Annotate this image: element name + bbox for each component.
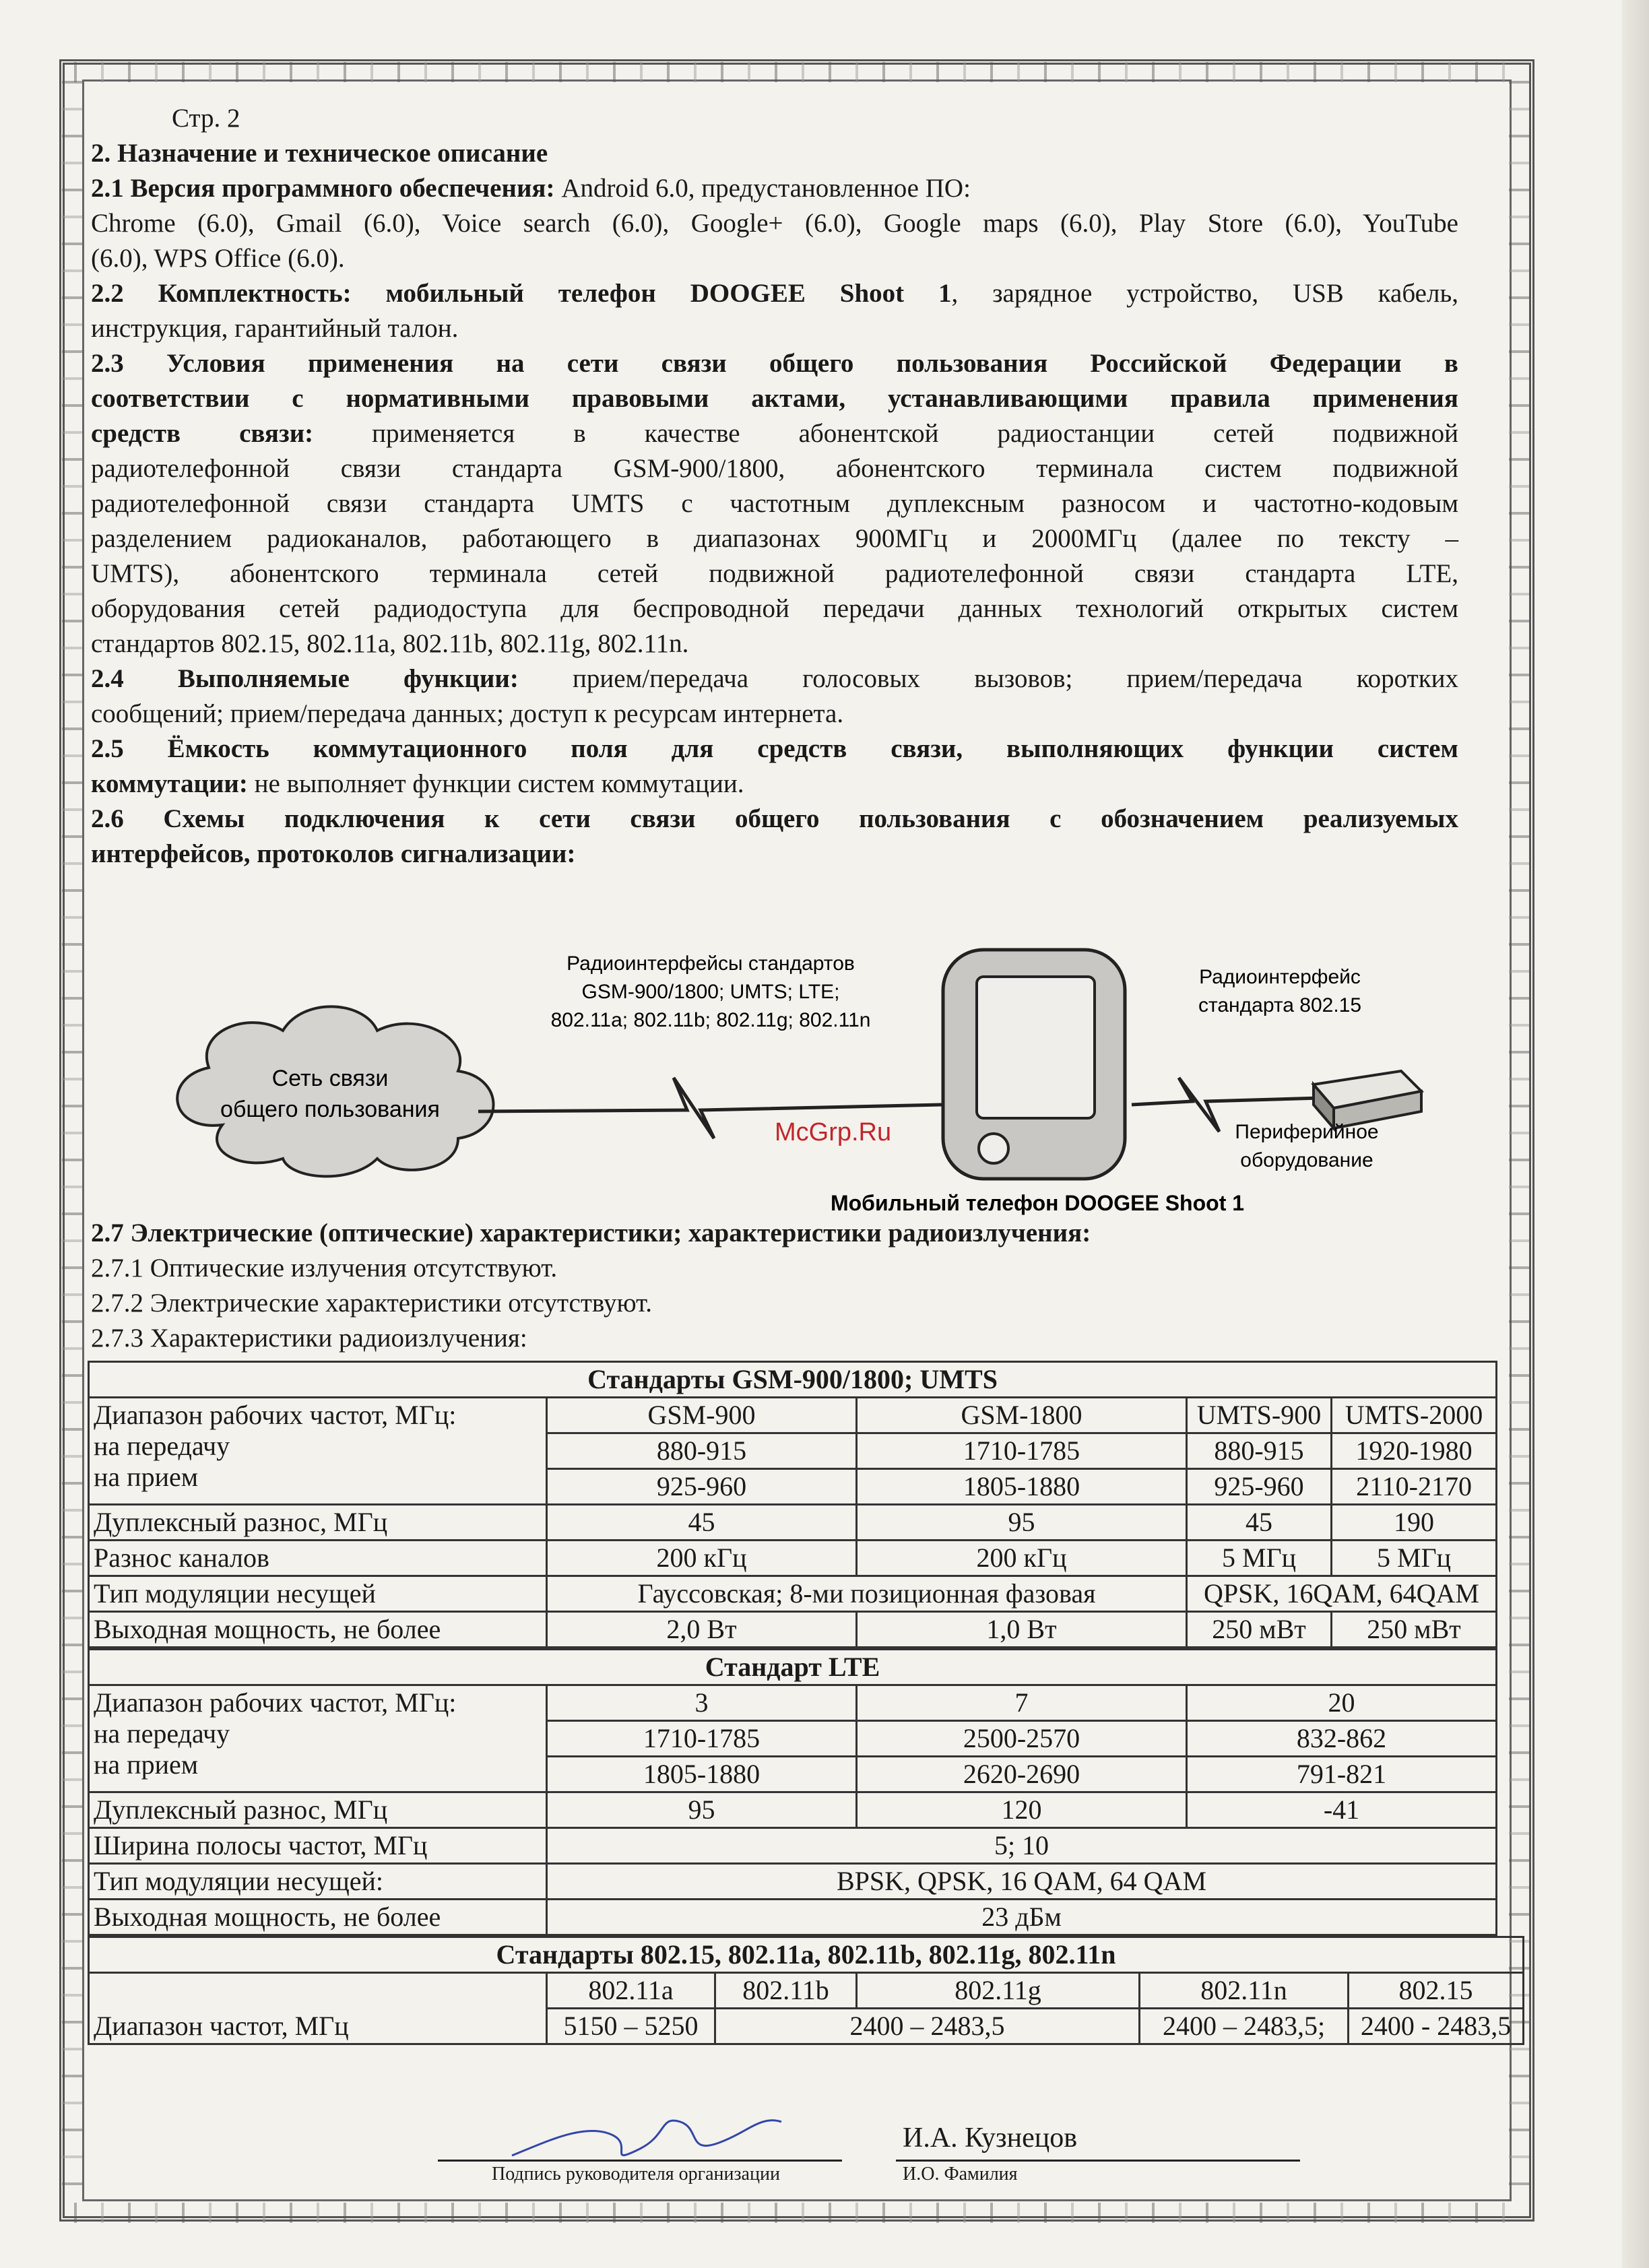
col-header: GSM-900	[547, 1398, 857, 1433]
col-header: 20	[1187, 1685, 1497, 1721]
section-2-3-line8: оборудования сетей радиодоступа для беспроводной передачи данных технологий открытых систем	[91, 594, 1458, 623]
table-cell: 1710-1785	[547, 1721, 857, 1757]
table-cell: 200 кГц	[547, 1541, 857, 1576]
table-cell: 5 МГц	[1332, 1541, 1497, 1576]
cloud-shape	[177, 1006, 493, 1176]
row-label: Тип модуляции несущей	[89, 1576, 547, 1612]
section-2-7-title: 2.7 Электрические (оптические) характеристики; характеристики радиоизлучения:	[91, 1219, 1091, 1248]
table-cell: 2,0 Вт	[547, 1612, 857, 1648]
table-cell: 880-915	[547, 1433, 857, 1469]
section-2-2	[91, 276, 1458, 311]
table-cell: 5; 10	[547, 1828, 1497, 1864]
section-2-2-label: 2.2 Комплектность: мобильный телефон DOOGEE Shoot 1	[91, 279, 952, 308]
section-title: 2. Назначение и техническое описание	[91, 139, 548, 168]
table-cell: 791-821	[1187, 1757, 1497, 1792]
table-cell: 250 мВт	[1332, 1612, 1497, 1648]
radio-characteristics-tables	[88, 1361, 1512, 2045]
table-cell: 95	[547, 1792, 857, 1828]
section-2-4-line2: сообщений; прием/передача данных; доступ к ресурсам интернета.	[91, 699, 844, 728]
cloud-label-2: общего пользования	[220, 1097, 440, 1122]
signatory-name: И.А. Кузнецов	[903, 2123, 1078, 2153]
table-cell: 95	[857, 1505, 1187, 1541]
section-2-4-text: прием/передача голосовых вызовов; прием/передача коротких	[518, 664, 1459, 693]
cloud-label-1: Сеть связи	[271, 1066, 389, 1091]
table-gsm-umts	[88, 1361, 1497, 1648]
table-cell: 250 мВт	[1187, 1612, 1332, 1648]
range-label-line-2: на передачу	[94, 1718, 230, 1749]
section-2-6-line2: интерфейсов, протоколов сигнализации:	[91, 839, 576, 868]
col-header: GSM-1800	[857, 1398, 1187, 1433]
table-cell: 5 МГц	[1187, 1541, 1332, 1576]
section-2-4	[91, 661, 1458, 696]
table-cell: 880-915	[1187, 1433, 1332, 1469]
section-2-5-line2	[91, 767, 1458, 802]
section-2-7	[91, 1216, 1458, 1356]
table-cell: 23 дБм	[547, 1900, 1497, 1935]
table-cell: Гауссовская; 8-ми позиционная фазовая	[547, 1576, 1187, 1612]
peripheral-label-2: оборудование	[1240, 1149, 1373, 1171]
section-2-1-label: 2.1 Версия программного обеспечения:	[91, 174, 555, 203]
table-cell: 1805-1880	[547, 1757, 857, 1792]
table-cell: 2400 – 2483,5;	[1140, 2009, 1349, 2044]
table-cell: BPSK, QPSK, 16 QAM, 64 QAM	[547, 1864, 1497, 1900]
col-header: UMTS-2000	[1332, 1398, 1497, 1433]
table-cell: 2110-2170	[1332, 1469, 1497, 1505]
table-cell: 2500-2570	[857, 1721, 1187, 1757]
range-label-line-3: на прием	[94, 1749, 199, 1780]
section-2-3-line5: радиотелефонной связи стандарта UMTS с частотным дуплексным разносом и частотно-кодовым	[91, 489, 1458, 518]
peripheral-device-icon	[1314, 1071, 1421, 1128]
section-2-3-line2: соответствии с нормативными правовыми актами, устанавливающими правила применения	[91, 384, 1458, 413]
col-header: 3	[547, 1685, 857, 1721]
phone-caption: Мобильный телефон DOOGEE Shoot 1	[830, 1191, 1245, 1215]
peripheral-label-1: Периферийное	[1235, 1121, 1379, 1143]
row-label: Ширина полосы частот, МГц	[89, 1828, 547, 1864]
col-header: UMTS-900	[1187, 1398, 1332, 1433]
table-cell: 190	[1332, 1505, 1497, 1541]
signature-line	[438, 2160, 842, 2162]
col-header: 802.11a	[547, 1973, 715, 2009]
table-cell: 1920-1980	[1332, 1433, 1497, 1469]
section-2-3-label: средств связи:	[91, 419, 314, 448]
signature-caption: Подпись руководителя организации	[492, 2164, 780, 2184]
section-2-5-label: коммутации:	[91, 769, 248, 798]
table-cell: QPSK, 16QAM, 64QAM	[1187, 1576, 1497, 1612]
table-cell: 2620-2690	[857, 1757, 1187, 1792]
ornament-left	[62, 81, 82, 2200]
table-cell: 1710-1785	[857, 1433, 1187, 1469]
phone-icon	[943, 950, 1125, 1179]
row-label: Диапазон частот, МГц	[89, 1973, 547, 2044]
range-label-line-3: на прием	[94, 1462, 199, 1492]
radio-label-3: 802.11a; 802.11b; 802.11g; 802.11n	[550, 1009, 871, 1031]
table-cell: 1805-1880	[857, 1469, 1187, 1505]
row-label: Тип модуляции несущей:	[89, 1864, 547, 1900]
signature-block	[438, 2122, 1314, 2203]
section-2-3-line1: 2.3 Условия применения на сети связи общего пользования Российской Федерации в	[91, 349, 1458, 378]
page-number: Стр. 2	[172, 104, 240, 133]
range-label-line-1: Диапазон рабочих частот, МГц:	[94, 1400, 457, 1430]
table-cell: 832-862	[1187, 1721, 1497, 1757]
section-2-3-line7: UMTS), абонентского терминала сетей подвижной радиотелефонной связи стандарта LTE,	[91, 559, 1458, 588]
section-2-1-line3: (6.0), WPS Office (6.0).	[91, 244, 345, 273]
section-2-7-1: 2.7.1 Оптические излучения отсутствуют.	[91, 1254, 558, 1283]
table-lte-title: Стандарт LTE	[89, 1650, 1497, 1685]
table-cell: 200 кГц	[857, 1541, 1187, 1576]
row-label: Разнос каналов	[89, 1541, 547, 1576]
table-cell: -41	[1187, 1792, 1497, 1828]
col-header: 802.11n	[1140, 1973, 1349, 2009]
name-caption: И.О. Фамилия	[903, 2164, 1018, 2184]
section-2-1-line2: Chrome (6.0), Gmail (6.0), Voice search (6.0), Google+ (6.0), Google maps (6.0), Play Store (6.0), YouTube	[91, 209, 1458, 238]
ornament-bottom	[74, 2203, 1520, 2223]
table-cell: 120	[857, 1792, 1187, 1828]
connection-diagram	[81, 936, 1455, 1219]
watermark: McGrp.Ru	[775, 1118, 892, 1146]
table-cell: 2400 – 2483,5	[715, 2009, 1140, 2044]
col-header: 802.11b	[715, 1973, 857, 2009]
page-edge	[1622, 0, 1649, 2268]
table-gsm-umts-range-label	[89, 1398, 547, 1505]
section-2-3-line9: стандартов 802.15, 802.11a, 802.11b, 802.11g, 802.11n.	[91, 629, 689, 658]
bt-label-2: стандарта 802.15	[1198, 994, 1362, 1016]
table-wifi-bt	[88, 1936, 1524, 2045]
row-label: Выходная мощность, не более	[89, 1612, 547, 1648]
section-2-5-text: не выполняет функции систем коммутации.	[247, 769, 744, 798]
section-2-2-text: , зарядное устройство, USB кабель,	[951, 279, 1458, 308]
table-gsm-umts-title: Стандарты GSM-900/1800; UMTS	[89, 1362, 1497, 1398]
ornament-top	[74, 62, 1520, 82]
section-2-7-2: 2.7.2 Электрические характеристики отсутствуют.	[91, 1289, 652, 1318]
col-header: 802.11g	[857, 1973, 1140, 2009]
table-lte	[88, 1648, 1497, 1936]
range-label-line-1: Диапазон рабочих частот, МГц:	[94, 1687, 457, 1718]
section-2-6-line1: 2.6 Схемы подключения к сети связи общего пользования с обозначением реализуемых	[91, 804, 1458, 833]
section-2-5-line1: 2.5 Ёмкость коммутационного поля для средств связи, выполняющих функции систем	[91, 734, 1458, 763]
name-line	[896, 2160, 1300, 2162]
section-2-3-line6: разделением радиоканалов, работающего в диапазонах 900МГц и 2000МГц (далее по тексту –	[91, 524, 1458, 553]
section-2-3-line4: радиотелефонной связи стандарта GSM-900/1800, абонентского терминала систем подвижной	[91, 454, 1458, 483]
bt-label-1: Радиоинтерфейс	[1199, 966, 1361, 988]
section-2-1-text: Android 6.0, предустановленное ПО:	[554, 174, 971, 203]
section-2-2-line2: инструкция, гарантийный талон.	[91, 314, 459, 343]
row-label: Дуплексный разнос, МГц	[89, 1792, 547, 1828]
table-lte-range-label	[89, 1685, 547, 1792]
col-header: 7	[857, 1685, 1187, 1721]
table-cell: 45	[547, 1505, 857, 1541]
table-cell: 2400 - 2483,5	[1349, 2009, 1524, 2044]
table-cell: 1,0 Вт	[857, 1612, 1187, 1648]
row-label: Выходная мощность, не более	[89, 1900, 547, 1935]
table-cell: 925-960	[1187, 1469, 1332, 1505]
section-2-3-line3	[91, 416, 1458, 451]
table-cell: 925-960	[547, 1469, 857, 1505]
ornament-right	[1509, 81, 1529, 2200]
section-2-1	[91, 171, 1458, 206]
radio-label-1: Радиоинтерфейсы стандартов	[567, 952, 855, 975]
table-wifi-bt-title: Стандарты 802.15, 802.11a, 802.11b, 802.11g, 802.11n	[89, 1937, 1524, 1973]
table-cell: 45	[1187, 1505, 1332, 1541]
table-cell: 5150 – 5250	[547, 2009, 715, 2044]
section-2-3-line3-text: применяется в качестве абонентской радиостанции сетей подвижной	[313, 419, 1459, 448]
document-body	[91, 101, 1458, 872]
section-2-7-3: 2.7.3 Характеристики радиоизлучения:	[91, 1324, 527, 1353]
range-label-line-2: на передачу	[94, 1431, 230, 1461]
radio-label-2: GSM-900/1800; UMTS; LTE;	[581, 981, 840, 1003]
section-2-4-label: 2.4 Выполняемые функции:	[91, 664, 519, 693]
row-label: Дуплексный разнос, МГц	[89, 1505, 547, 1541]
col-header: 802.15	[1349, 1973, 1524, 2009]
